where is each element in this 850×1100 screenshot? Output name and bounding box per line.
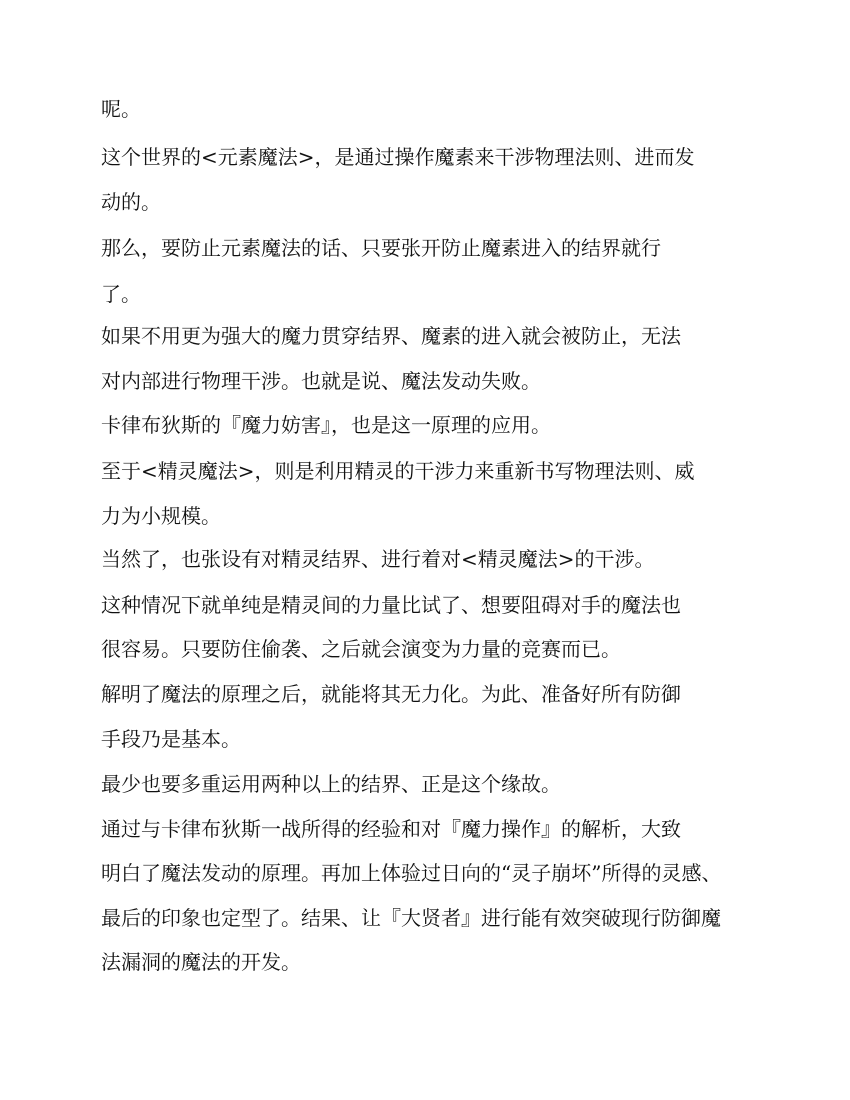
text-line: 这个世界的<元素魔法>，是通过操作魔素来干涉物理法则、进而发 bbox=[101, 145, 695, 169]
text-line: 当然了，也张设有对精灵结界、进行着对<精灵魔法>的干涉。 bbox=[101, 547, 655, 571]
text-line: 手段乃是基本。 bbox=[101, 727, 241, 751]
text-line: 卡律布狄斯的『魔力妨害』，也是这一原理的应用。 bbox=[101, 413, 551, 437]
text-line: 很容易。只要防住偷袭、之后就会演变为力量的竞赛而已。 bbox=[101, 637, 621, 661]
text-line: 法漏洞的魔法的开发。 bbox=[101, 950, 301, 974]
text-line: 对内部进行物理干涉。也就是说、魔法发动失败。 bbox=[101, 369, 541, 393]
text-line: 呢。 bbox=[101, 97, 141, 121]
text-line: 最少也要多重运用两种以上的结界、正是这个缘故。 bbox=[101, 772, 561, 796]
text-line: 最后的印象也定型了。结果、让『大贤者』进行能有效突破现行防御魔 bbox=[101, 906, 721, 930]
text-line: 力为小规模。 bbox=[101, 504, 221, 528]
text-line: 这种情况下就单纯是精灵间的力量比试了、想要阻碍对手的魔法也 bbox=[101, 593, 681, 617]
text-line: 了。 bbox=[101, 282, 141, 306]
text-line: 如果不用更为强大的魔力贯穿结界、魔素的进入就会被防止，无法 bbox=[101, 324, 681, 348]
text-line: 至于<精灵魔法>，则是利用精灵的干涉力来重新书写物理法则、威 bbox=[101, 459, 695, 483]
text-line: 通过与卡律布狄斯一战所得的经验和对『魔力操作』的解析，大致 bbox=[101, 817, 681, 841]
text-line: 解明了魔法的原理之后，就能将其无力化。为此、准备好所有防御 bbox=[101, 682, 681, 706]
text-line: 动的。 bbox=[101, 190, 161, 214]
text-line: 明白了魔法发动的原理。再加上体验过日向的“灵子崩坏”所得的灵感、 bbox=[101, 861, 722, 885]
text-line: 那么，要防止元素魔法的话、只要张开防止魔素进入的结界就行 bbox=[101, 236, 661, 260]
